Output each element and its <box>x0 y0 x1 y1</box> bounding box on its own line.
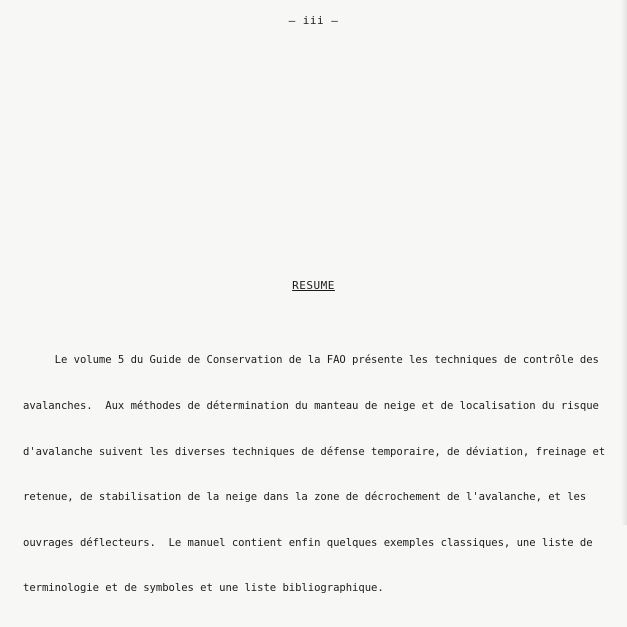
summary-paragraph <box>23 323 615 627</box>
paragraph-line: Le volume 5 du Guide de Conservation de la FAO présente les techniques de contrôle des <box>23 354 599 367</box>
section-heading: RESUME <box>292 279 335 292</box>
paragraph-line: ouvrages déflecteurs. Le manuel contient enfin quelques exemples classiques, une liste de <box>23 536 593 549</box>
page-edge-shadow <box>621 0 627 525</box>
paragraph-line: retenue, de stabilisation de la neige dans la zone de décrochement de l'avalanche, et les <box>23 491 587 504</box>
paragraph-line: terminologie et de symboles et une liste bibliographique. <box>23 582 384 595</box>
paragraph-line: d'avalanche suivent les diverses techniques de défense temporaire, de déviation, freinage et <box>23 445 606 458</box>
page-number: – iii – <box>288 14 339 27</box>
paragraph-line: avalanches. Aux méthodes de détermination du manteau de neige et de localisation du risque <box>23 400 599 412</box>
